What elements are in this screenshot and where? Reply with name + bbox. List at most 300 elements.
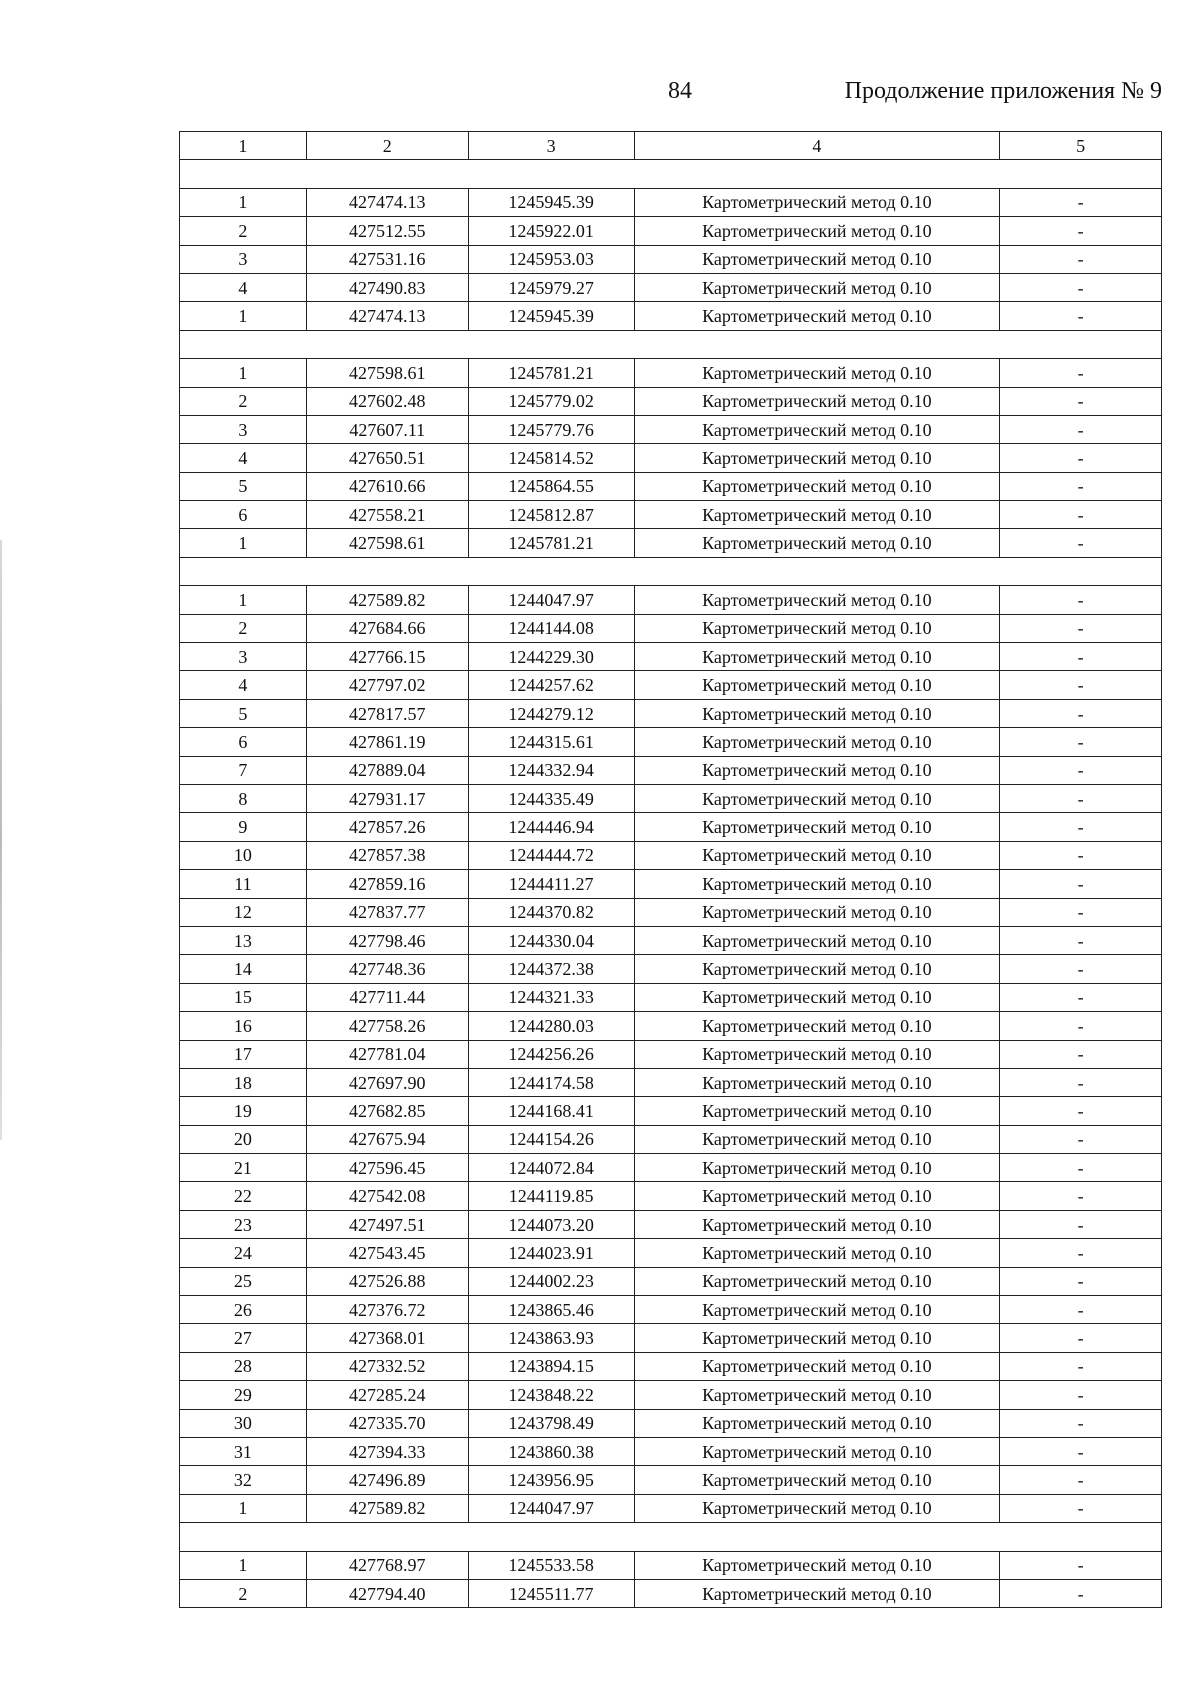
- method-cell: Картометрический метод 0.10: [634, 273, 1000, 301]
- coordinate-y-cell: 1245864.55: [468, 472, 634, 500]
- table-body: [180, 160, 1162, 1608]
- coordinate-x-cell: 427748.36: [306, 955, 468, 983]
- point-number-cell: 5: [180, 472, 307, 500]
- point-number-cell: 12: [180, 898, 307, 926]
- point-number-cell: 11: [180, 870, 307, 898]
- section-separator-cell: [180, 1523, 1162, 1551]
- method-cell: Картометрический метод 0.10: [634, 1040, 1000, 1068]
- method-cell: Картометрический метод 0.10: [634, 1579, 1000, 1607]
- table-row: [180, 1182, 1162, 1210]
- description-cell: -: [1000, 699, 1162, 727]
- method-cell: Картометрический метод 0.10: [634, 1437, 1000, 1465]
- point-number-cell: 4: [180, 444, 307, 472]
- coordinate-y-cell: 1244330.04: [468, 926, 634, 954]
- table-row: [180, 841, 1162, 869]
- coordinate-y-cell: 1244335.49: [468, 784, 634, 812]
- table-row: [180, 188, 1162, 216]
- description-cell: -: [1000, 472, 1162, 500]
- coordinate-y-cell: 1244154.26: [468, 1125, 634, 1153]
- table-row: [180, 302, 1162, 330]
- coordinate-x-cell: 427766.15: [306, 643, 468, 671]
- description-cell: -: [1000, 756, 1162, 784]
- description-cell: -: [1000, 529, 1162, 557]
- point-number-cell: 1: [180, 529, 307, 557]
- method-cell: Картометрический метод 0.10: [634, 472, 1000, 500]
- description-cell: -: [1000, 444, 1162, 472]
- coordinate-y-cell: 1245779.76: [468, 415, 634, 443]
- method-cell: Картометрический метод 0.10: [634, 1551, 1000, 1579]
- table-row: [180, 273, 1162, 301]
- table-row: [180, 245, 1162, 273]
- point-number-cell: 9: [180, 813, 307, 841]
- coordinate-y-cell: 1245814.52: [468, 444, 634, 472]
- coordinate-y-cell: 1244411.27: [468, 870, 634, 898]
- table-row: [180, 1494, 1162, 1522]
- point-number-cell: 3: [180, 643, 307, 671]
- coordinate-x-cell: 427781.04: [306, 1040, 468, 1068]
- description-cell: -: [1000, 671, 1162, 699]
- coordinate-x-cell: 427490.83: [306, 273, 468, 301]
- table-row: [180, 614, 1162, 642]
- coordinate-y-cell: 1243798.49: [468, 1409, 634, 1437]
- point-number-cell: 1: [180, 188, 307, 216]
- coordinate-x-cell: 427711.44: [306, 983, 468, 1011]
- table-row: [180, 415, 1162, 443]
- coordinate-y-cell: 1244144.08: [468, 614, 634, 642]
- description-cell: -: [1000, 926, 1162, 954]
- description-cell: -: [1000, 1154, 1162, 1182]
- coordinate-y-cell: 1244444.72: [468, 841, 634, 869]
- table-row: [180, 472, 1162, 500]
- table-row: [180, 870, 1162, 898]
- coordinate-y-cell: 1244023.91: [468, 1239, 634, 1267]
- method-cell: Картометрический метод 0.10: [634, 217, 1000, 245]
- point-number-cell: 13: [180, 926, 307, 954]
- table-row: [180, 1409, 1162, 1437]
- column-header: 1: [180, 132, 307, 160]
- description-cell: -: [1000, 188, 1162, 216]
- coordinate-y-cell: 1245922.01: [468, 217, 634, 245]
- coordinate-y-cell: 1245812.87: [468, 501, 634, 529]
- section-separator-row: [180, 160, 1162, 188]
- coordinate-y-cell: 1244332.94: [468, 756, 634, 784]
- coordinate-y-cell: 1244256.26: [468, 1040, 634, 1068]
- point-number-cell: 28: [180, 1352, 307, 1380]
- coordinate-x-cell: 427542.08: [306, 1182, 468, 1210]
- point-number-cell: 1: [180, 359, 307, 387]
- method-cell: Картометрический метод 0.10: [634, 586, 1000, 614]
- point-number-cell: 6: [180, 728, 307, 756]
- coordinate-y-cell: 1244119.85: [468, 1182, 634, 1210]
- point-number-cell: 24: [180, 1239, 307, 1267]
- coordinate-x-cell: 427474.13: [306, 188, 468, 216]
- coordinate-y-cell: 1244168.41: [468, 1097, 634, 1125]
- coordinate-x-cell: 427607.11: [306, 415, 468, 443]
- point-number-cell: 17: [180, 1040, 307, 1068]
- point-number-cell: 29: [180, 1381, 307, 1409]
- point-number-cell: 20: [180, 1125, 307, 1153]
- table-row: [180, 586, 1162, 614]
- description-cell: -: [1000, 898, 1162, 926]
- coordinate-x-cell: 427857.26: [306, 813, 468, 841]
- point-number-cell: 1: [180, 1551, 307, 1579]
- method-cell: Картометрический метод 0.10: [634, 1352, 1000, 1380]
- page-number: 84: [668, 78, 692, 104]
- point-number-cell: 3: [180, 415, 307, 443]
- method-cell: Картометрический метод 0.10: [634, 1182, 1000, 1210]
- coordinate-y-cell: 1245979.27: [468, 273, 634, 301]
- coordinate-x-cell: 427368.01: [306, 1324, 468, 1352]
- section-separator-row: [180, 330, 1162, 358]
- coordinate-y-cell: 1245953.03: [468, 245, 634, 273]
- description-cell: -: [1000, 586, 1162, 614]
- description-cell: -: [1000, 387, 1162, 415]
- method-cell: Картометрический метод 0.10: [634, 926, 1000, 954]
- description-cell: -: [1000, 1381, 1162, 1409]
- table-row: [180, 387, 1162, 415]
- coordinate-y-cell: 1244257.62: [468, 671, 634, 699]
- coordinate-y-cell: 1244446.94: [468, 813, 634, 841]
- method-cell: Картометрический метод 0.10: [634, 302, 1000, 330]
- point-number-cell: 6: [180, 501, 307, 529]
- description-cell: -: [1000, 501, 1162, 529]
- method-cell: Картометрический метод 0.10: [634, 1154, 1000, 1182]
- table-row: [180, 1437, 1162, 1465]
- table-row: [180, 813, 1162, 841]
- table-row: [180, 1352, 1162, 1380]
- table-row: [180, 1068, 1162, 1096]
- table-row: [180, 1125, 1162, 1153]
- coordinate-x-cell: 427797.02: [306, 671, 468, 699]
- table-row: [180, 1579, 1162, 1607]
- coordinate-y-cell: 1245945.39: [468, 188, 634, 216]
- coordinate-x-cell: 427798.46: [306, 926, 468, 954]
- description-cell: -: [1000, 728, 1162, 756]
- table-row: [180, 671, 1162, 699]
- description-cell: -: [1000, 1012, 1162, 1040]
- coordinate-x-cell: 427859.16: [306, 870, 468, 898]
- coordinate-x-cell: 427684.66: [306, 614, 468, 642]
- method-cell: Картометрический метод 0.10: [634, 415, 1000, 443]
- coordinate-x-cell: 427675.94: [306, 1125, 468, 1153]
- method-cell: Картометрический метод 0.10: [634, 813, 1000, 841]
- method-cell: Картометрический метод 0.10: [634, 1466, 1000, 1494]
- description-cell: -: [1000, 217, 1162, 245]
- point-number-cell: 16: [180, 1012, 307, 1040]
- description-cell: -: [1000, 273, 1162, 301]
- table-header-row: [180, 132, 1162, 160]
- coordinate-y-cell: 1245781.21: [468, 529, 634, 557]
- coordinate-x-cell: 427758.26: [306, 1012, 468, 1040]
- coordinate-y-cell: 1243956.95: [468, 1466, 634, 1494]
- coordinate-x-cell: 427794.40: [306, 1579, 468, 1607]
- column-header: 3: [468, 132, 634, 160]
- method-cell: Картометрический метод 0.10: [634, 1324, 1000, 1352]
- coordinate-x-cell: 427861.19: [306, 728, 468, 756]
- coordinate-x-cell: 427335.70: [306, 1409, 468, 1437]
- description-cell: -: [1000, 1551, 1162, 1579]
- coordinates-table: [179, 131, 1162, 1608]
- coordinate-x-cell: 427931.17: [306, 784, 468, 812]
- point-number-cell: 21: [180, 1154, 307, 1182]
- method-cell: Картометрический метод 0.10: [634, 1381, 1000, 1409]
- point-number-cell: 1: [180, 1494, 307, 1522]
- coordinate-x-cell: 427889.04: [306, 756, 468, 784]
- method-cell: Картометрический метод 0.10: [634, 1296, 1000, 1324]
- point-number-cell: 19: [180, 1097, 307, 1125]
- coordinate-x-cell: 427602.48: [306, 387, 468, 415]
- coordinate-x-cell: 427768.97: [306, 1551, 468, 1579]
- table-row: [180, 1154, 1162, 1182]
- method-cell: Картометрический метод 0.10: [634, 784, 1000, 812]
- table-row: [180, 444, 1162, 472]
- table-row: [180, 983, 1162, 1011]
- description-cell: -: [1000, 1352, 1162, 1380]
- coordinate-y-cell: 1243860.38: [468, 1437, 634, 1465]
- coordinate-x-cell: 427837.77: [306, 898, 468, 926]
- coordinate-y-cell: 1243863.93: [468, 1324, 634, 1352]
- coordinate-y-cell: 1244321.33: [468, 983, 634, 1011]
- coordinate-x-cell: 427598.61: [306, 359, 468, 387]
- method-cell: Картометрический метод 0.10: [634, 387, 1000, 415]
- description-cell: -: [1000, 1437, 1162, 1465]
- method-cell: Картометрический метод 0.10: [634, 1012, 1000, 1040]
- coordinate-x-cell: 427596.45: [306, 1154, 468, 1182]
- point-number-cell: 18: [180, 1068, 307, 1096]
- point-number-cell: 1: [180, 586, 307, 614]
- method-cell: Картометрический метод 0.10: [634, 643, 1000, 671]
- appendix-caption: Продолжение приложения № 9: [844, 78, 1162, 104]
- description-cell: -: [1000, 1267, 1162, 1295]
- point-number-cell: 4: [180, 671, 307, 699]
- coordinate-x-cell: 427857.38: [306, 841, 468, 869]
- table-row: [180, 784, 1162, 812]
- description-cell: -: [1000, 1579, 1162, 1607]
- coordinate-y-cell: 1244279.12: [468, 699, 634, 727]
- coordinate-x-cell: 427332.52: [306, 1352, 468, 1380]
- coordinate-x-cell: 427650.51: [306, 444, 468, 472]
- table-row: [180, 359, 1162, 387]
- coordinate-y-cell: 1244047.97: [468, 586, 634, 614]
- point-number-cell: 10: [180, 841, 307, 869]
- point-number-cell: 14: [180, 955, 307, 983]
- point-number-cell: 30: [180, 1409, 307, 1437]
- table-row: [180, 1466, 1162, 1494]
- coordinate-y-cell: 1243865.46: [468, 1296, 634, 1324]
- point-number-cell: 22: [180, 1182, 307, 1210]
- point-number-cell: 2: [180, 217, 307, 245]
- coordinate-y-cell: 1245779.02: [468, 387, 634, 415]
- section-separator-cell: [180, 557, 1162, 585]
- method-cell: Картометрический метод 0.10: [634, 1210, 1000, 1238]
- table-row: [180, 529, 1162, 557]
- method-cell: Картометрический метод 0.10: [634, 501, 1000, 529]
- method-cell: Картометрический метод 0.10: [634, 671, 1000, 699]
- coordinate-y-cell: 1244174.58: [468, 1068, 634, 1096]
- description-cell: -: [1000, 1296, 1162, 1324]
- description-cell: -: [1000, 1239, 1162, 1267]
- coordinate-x-cell: 427474.13: [306, 302, 468, 330]
- table-row: [180, 643, 1162, 671]
- description-cell: -: [1000, 955, 1162, 983]
- point-number-cell: 5: [180, 699, 307, 727]
- coordinate-y-cell: 1244072.84: [468, 1154, 634, 1182]
- description-cell: -: [1000, 1125, 1162, 1153]
- table-row: [180, 217, 1162, 245]
- description-cell: -: [1000, 245, 1162, 273]
- table-row: [180, 1381, 1162, 1409]
- point-number-cell: 8: [180, 784, 307, 812]
- point-number-cell: 31: [180, 1437, 307, 1465]
- table-row: [180, 898, 1162, 926]
- point-number-cell: 25: [180, 1267, 307, 1295]
- method-cell: Картометрический метод 0.10: [634, 870, 1000, 898]
- description-cell: -: [1000, 1182, 1162, 1210]
- table-row: [180, 1040, 1162, 1068]
- method-cell: Картометрический метод 0.10: [634, 841, 1000, 869]
- method-cell: Картометрический метод 0.10: [634, 245, 1000, 273]
- table-row: [180, 926, 1162, 954]
- point-number-cell: 3: [180, 245, 307, 273]
- description-cell: -: [1000, 1068, 1162, 1096]
- coordinate-y-cell: 1245781.21: [468, 359, 634, 387]
- coordinate-x-cell: 427496.89: [306, 1466, 468, 1494]
- table-row: [180, 728, 1162, 756]
- description-cell: -: [1000, 1210, 1162, 1238]
- table-row: [180, 1097, 1162, 1125]
- scan-edge-shadow: [0, 540, 2, 1140]
- method-cell: Картометрический метод 0.10: [634, 1125, 1000, 1153]
- description-cell: -: [1000, 359, 1162, 387]
- coordinate-x-cell: 427598.61: [306, 529, 468, 557]
- table-row: [180, 1012, 1162, 1040]
- column-header: 5: [1000, 132, 1162, 160]
- coordinate-y-cell: 1244229.30: [468, 643, 634, 671]
- coordinate-x-cell: 427558.21: [306, 501, 468, 529]
- coordinate-y-cell: 1244372.38: [468, 955, 634, 983]
- coordinate-y-cell: 1244280.03: [468, 1012, 634, 1040]
- column-header: 2: [306, 132, 468, 160]
- method-cell: Картометрический метод 0.10: [634, 444, 1000, 472]
- method-cell: Картометрический метод 0.10: [634, 529, 1000, 557]
- coordinate-x-cell: 427526.88: [306, 1267, 468, 1295]
- column-header: 4: [634, 132, 1000, 160]
- coordinate-x-cell: 427376.72: [306, 1296, 468, 1324]
- coordinate-x-cell: 427589.82: [306, 1494, 468, 1522]
- method-cell: Картометрический метод 0.10: [634, 614, 1000, 642]
- method-cell: Картометрический метод 0.10: [634, 756, 1000, 784]
- point-number-cell: 15: [180, 983, 307, 1011]
- section-separator-row: [180, 1523, 1162, 1551]
- table-row: [180, 699, 1162, 727]
- method-cell: Картометрический метод 0.10: [634, 1239, 1000, 1267]
- method-cell: Картометрический метод 0.10: [634, 728, 1000, 756]
- coordinate-x-cell: 427697.90: [306, 1068, 468, 1096]
- coordinate-x-cell: 427589.82: [306, 586, 468, 614]
- description-cell: -: [1000, 643, 1162, 671]
- coordinate-x-cell: 427285.24: [306, 1381, 468, 1409]
- description-cell: -: [1000, 1494, 1162, 1522]
- section-separator-cell: [180, 160, 1162, 188]
- coordinate-y-cell: 1245511.77: [468, 1579, 634, 1607]
- description-cell: -: [1000, 813, 1162, 841]
- point-number-cell: 4: [180, 273, 307, 301]
- table-row: [180, 756, 1162, 784]
- point-number-cell: 2: [180, 1579, 307, 1607]
- coordinate-y-cell: 1243894.15: [468, 1352, 634, 1380]
- point-number-cell: 2: [180, 387, 307, 415]
- coordinate-x-cell: 427682.85: [306, 1097, 468, 1125]
- method-cell: Картометрический метод 0.10: [634, 955, 1000, 983]
- point-number-cell: 32: [180, 1466, 307, 1494]
- method-cell: Картометрический метод 0.10: [634, 359, 1000, 387]
- coordinate-x-cell: 427543.45: [306, 1239, 468, 1267]
- description-cell: -: [1000, 1466, 1162, 1494]
- point-number-cell: 1: [180, 302, 307, 330]
- coordinate-y-cell: 1244047.97: [468, 1494, 634, 1522]
- coordinate-y-cell: 1243848.22: [468, 1381, 634, 1409]
- table-row: [180, 1296, 1162, 1324]
- coordinate-y-cell: 1244073.20: [468, 1210, 634, 1238]
- method-cell: Картометрический метод 0.10: [634, 1068, 1000, 1096]
- description-cell: -: [1000, 1040, 1162, 1068]
- point-number-cell: 27: [180, 1324, 307, 1352]
- description-cell: -: [1000, 415, 1162, 443]
- coordinate-x-cell: 427497.51: [306, 1210, 468, 1238]
- description-cell: -: [1000, 841, 1162, 869]
- table-row: [180, 1210, 1162, 1238]
- coordinate-x-cell: 427394.33: [306, 1437, 468, 1465]
- method-cell: Картометрический метод 0.10: [634, 1494, 1000, 1522]
- coordinate-x-cell: 427512.55: [306, 217, 468, 245]
- description-cell: -: [1000, 1324, 1162, 1352]
- method-cell: Картометрический метод 0.10: [634, 983, 1000, 1011]
- method-cell: Картометрический метод 0.10: [634, 188, 1000, 216]
- method-cell: Картометрический метод 0.10: [634, 1097, 1000, 1125]
- method-cell: Картометрический метод 0.10: [634, 1267, 1000, 1295]
- point-number-cell: 26: [180, 1296, 307, 1324]
- table-row: [180, 1551, 1162, 1579]
- description-cell: -: [1000, 302, 1162, 330]
- coordinate-y-cell: 1245533.58: [468, 1551, 634, 1579]
- section-separator-cell: [180, 330, 1162, 358]
- coordinate-y-cell: 1244002.23: [468, 1267, 634, 1295]
- table-row: [180, 1267, 1162, 1295]
- table-row: [180, 1324, 1162, 1352]
- description-cell: -: [1000, 1409, 1162, 1437]
- table-row: [180, 955, 1162, 983]
- description-cell: -: [1000, 870, 1162, 898]
- coordinate-x-cell: 427531.16: [306, 245, 468, 273]
- coordinate-x-cell: 427610.66: [306, 472, 468, 500]
- table-row: [180, 501, 1162, 529]
- description-cell: -: [1000, 784, 1162, 812]
- coordinate-y-cell: 1245945.39: [468, 302, 634, 330]
- coordinate-y-cell: 1244315.61: [468, 728, 634, 756]
- point-number-cell: 7: [180, 756, 307, 784]
- method-cell: Картометрический метод 0.10: [634, 898, 1000, 926]
- method-cell: Картометрический метод 0.10: [634, 699, 1000, 727]
- coordinate-x-cell: 427817.57: [306, 699, 468, 727]
- description-cell: -: [1000, 1097, 1162, 1125]
- point-number-cell: 23: [180, 1210, 307, 1238]
- description-cell: -: [1000, 614, 1162, 642]
- method-cell: Картометрический метод 0.10: [634, 1409, 1000, 1437]
- description-cell: -: [1000, 983, 1162, 1011]
- section-separator-row: [180, 557, 1162, 585]
- point-number-cell: 2: [180, 614, 307, 642]
- page-header: [0, 78, 1200, 112]
